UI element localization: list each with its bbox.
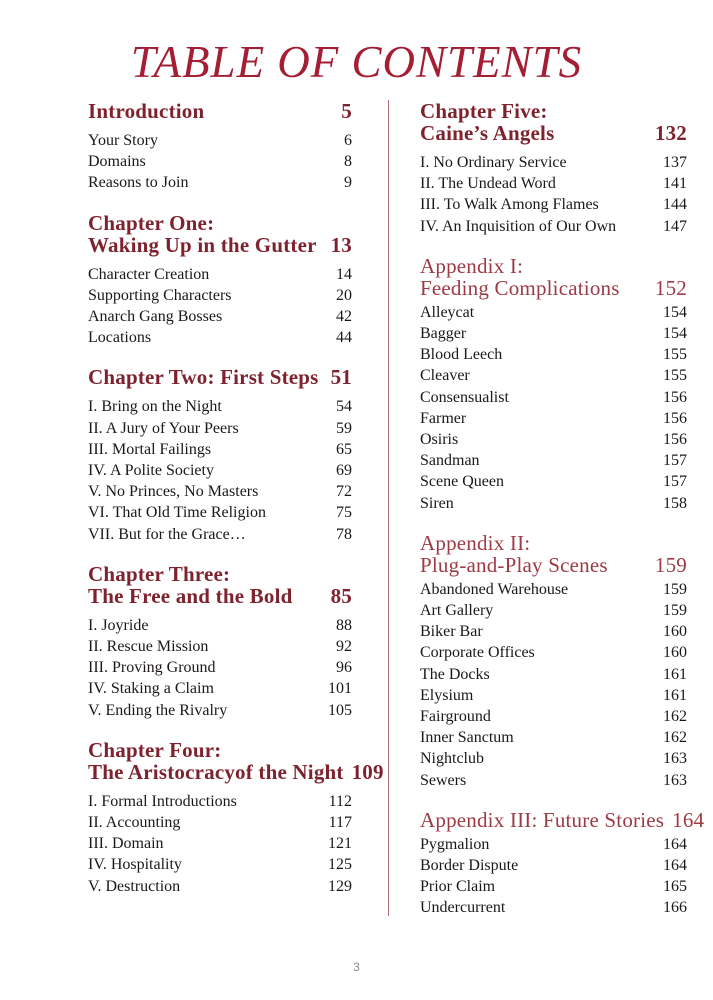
- section-entries: [420, 152, 687, 237]
- toc-entry-page: 160: [663, 644, 687, 662]
- toc-section: [420, 255, 687, 514]
- toc-entry: [88, 876, 352, 897]
- toc-entry: [420, 727, 687, 748]
- toc-entry-page: 162: [663, 729, 687, 747]
- toc-entry: [420, 897, 687, 918]
- toc-entry-page: 161: [663, 686, 687, 704]
- toc-entry: [88, 833, 352, 854]
- toc-entry: [88, 327, 352, 348]
- toc-entry: [420, 471, 687, 492]
- section-heading: [88, 366, 352, 388]
- section-page-number: 109: [351, 759, 384, 784]
- toc-column-right: [420, 99, 705, 919]
- toc-entry-page: 8: [344, 153, 352, 171]
- section-heading-line: Appendix II:: [420, 530, 531, 555]
- toc-entry-label: Cleaver: [420, 367, 470, 385]
- section-entries: [420, 579, 687, 791]
- toc-entry: [88, 306, 352, 327]
- section-page-number: 13: [330, 232, 352, 257]
- toc-entry: [420, 664, 687, 685]
- toc-entry: [88, 439, 352, 460]
- toc-entry-page: 101: [328, 680, 352, 698]
- toc-entry-page: 9: [344, 174, 352, 192]
- section-heading: [88, 563, 352, 607]
- section-page-number: 85: [330, 583, 352, 608]
- toc-entry-page: 156: [663, 388, 687, 406]
- toc-section: [88, 563, 352, 721]
- section-heading-line: Caine’s Angels: [420, 121, 555, 145]
- toc-section: [420, 532, 687, 791]
- toc-entry-label: Osiris: [420, 431, 459, 449]
- section-entries: [420, 302, 687, 514]
- toc-entry-label: Siren: [420, 494, 454, 512]
- toc-entry-label: Character Creation: [88, 265, 210, 283]
- toc-entry: [88, 264, 352, 285]
- toc-entry-page: 155: [663, 367, 687, 385]
- toc-entry-page: 156: [663, 431, 687, 449]
- toc-entry: [88, 151, 352, 172]
- toc-entry: [420, 685, 687, 706]
- toc-entry-page: 161: [663, 665, 687, 683]
- section-heading-line: Chapter One:: [88, 210, 215, 235]
- toc-entry-page: 154: [663, 325, 687, 343]
- toc-entry: [420, 876, 687, 897]
- section-heading-line: Appendix III: Future Stories: [420, 807, 665, 832]
- toc-entry-page: 165: [663, 878, 687, 896]
- toc-entry: [420, 770, 687, 791]
- toc-entry-page: 163: [663, 750, 687, 768]
- toc-entry-page: 144: [663, 196, 687, 214]
- toc-entry-label: Scene Queen: [420, 473, 504, 491]
- toc-entry-page: 72: [336, 483, 352, 501]
- toc-entry-page: 88: [336, 616, 352, 634]
- toc-entry-label: Fairground: [420, 708, 491, 726]
- toc-entry: [88, 130, 352, 151]
- toc-entry-label: Abandoned Warehouse: [420, 580, 569, 598]
- toc-entry: [420, 579, 687, 600]
- toc-section: [420, 807, 705, 919]
- toc-entry: [88, 502, 352, 523]
- toc-entry: [420, 429, 687, 450]
- toc-entry-page: 162: [663, 708, 687, 726]
- toc-entry-label: Border Dispute: [420, 857, 519, 875]
- column-divider: [388, 100, 389, 916]
- toc-entry-page: 166: [663, 899, 687, 917]
- section-heading-text: [88, 739, 344, 783]
- toc-entry: [88, 854, 352, 875]
- toc-entry-label: II. A Jury of Your Peers: [88, 419, 239, 437]
- toc-entry-page: 141: [663, 175, 687, 193]
- toc-section: [88, 212, 352, 349]
- toc-entry-page: 154: [663, 303, 687, 321]
- toc-entry-page: 158: [663, 494, 687, 512]
- toc-entry-label: Supporting Characters: [88, 286, 232, 304]
- toc-entry-label: Biker Bar: [420, 623, 483, 641]
- section-heading-line: Feeding Complications: [420, 275, 620, 300]
- toc-entry-label: Consensualist: [420, 388, 509, 406]
- toc-entry-page: 75: [336, 504, 352, 522]
- toc-entry-page: 129: [328, 877, 352, 895]
- toc-entry-label: II. Accounting: [88, 814, 181, 832]
- toc-entry: [420, 216, 687, 237]
- toc-entry-label: Nightclub: [420, 750, 484, 768]
- toc-entry-page: 69: [336, 462, 352, 480]
- toc-entry-label: V. Ending the Rivalry: [88, 701, 228, 719]
- section-heading-text: [420, 255, 620, 299]
- section-heading: [420, 807, 705, 832]
- toc-entry: [420, 194, 687, 215]
- toc-entry-label: III. To Walk Among Flames: [420, 196, 599, 214]
- toc-entry: [88, 524, 352, 545]
- toc-entry-label: Bagger: [420, 325, 467, 343]
- toc-entry: [88, 396, 352, 417]
- toc-section: [88, 366, 352, 544]
- section-heading-text: [88, 366, 319, 388]
- toc-entry: [420, 748, 687, 769]
- toc-entry: [420, 408, 687, 429]
- toc-entry: [88, 418, 352, 439]
- section-heading-text: [420, 809, 664, 831]
- toc-entry: [420, 621, 687, 642]
- toc-entry: [88, 678, 352, 699]
- toc-entry-page: 20: [336, 286, 352, 304]
- toc-entry-page: 78: [336, 525, 352, 543]
- toc-entry-page: 159: [663, 580, 687, 598]
- toc-entry-label: The Docks: [420, 665, 490, 683]
- toc-entry-label: Undercurrent: [420, 899, 506, 917]
- toc-entry: [420, 173, 687, 194]
- toc-entry-page: 112: [328, 792, 352, 810]
- toc-entry: [88, 481, 352, 502]
- toc-entry-page: 157: [663, 473, 687, 491]
- toc-entry-label: Elysium: [420, 686, 474, 704]
- toc-entry-page: 59: [336, 419, 352, 437]
- toc-entry-label: V. No Princes, No Masters: [88, 483, 259, 501]
- section-heading: [88, 100, 352, 122]
- toc-entry: [420, 344, 687, 365]
- section-heading-line: Chapter Three:: [88, 561, 231, 586]
- section-heading: [88, 737, 384, 784]
- section-page-number: 51: [330, 365, 352, 390]
- toc-entry-label: Inner Sanctum: [420, 729, 514, 747]
- toc-entry: [88, 791, 352, 812]
- toc-entry-label: I. Joyride: [88, 616, 149, 634]
- section-heading-text: [88, 563, 293, 607]
- section-heading-line: The Free and the Bold: [88, 583, 293, 608]
- toc-entry-page: 14: [336, 265, 352, 283]
- toc-entry-page: 92: [336, 638, 352, 656]
- section-heading-line: Introduction: [88, 99, 205, 123]
- toc-entry-label: Locations: [88, 329, 152, 347]
- section-heading-line: Waking Up in the Gutter: [88, 232, 317, 257]
- toc-entry-label: Sewers: [420, 771, 467, 789]
- section-heading: [420, 532, 687, 576]
- toc-entry-page: 155: [663, 346, 687, 364]
- toc-entry-page: 6: [344, 132, 352, 149]
- toc-entry-label: VI. That Old Time Religion: [88, 504, 266, 522]
- toc-entry-label: IV. A Polite Society: [88, 462, 214, 480]
- toc-entry: [420, 834, 687, 855]
- toc-entry-page: 42: [336, 308, 352, 326]
- toc-entry-label: I. Bring on the Night: [88, 398, 222, 416]
- toc-entry-label: IV. An Inquisition of Our Own: [420, 217, 617, 235]
- section-entries: [420, 834, 687, 919]
- toc-entry-page: 54: [336, 398, 352, 416]
- section-page-number: 164: [672, 807, 705, 832]
- toc-entry-label: Corporate Offices: [420, 644, 535, 662]
- page-title: TABLE OF CONTENTS: [130, 37, 583, 87]
- section-heading-line: Appendix I:: [420, 253, 524, 278]
- section-page-number: 5: [341, 99, 352, 123]
- section-heading-line: The Aristocracyof the Night: [88, 759, 344, 784]
- toc-entry-label: III. Proving Ground: [88, 659, 216, 677]
- toc-entry-label: II. The Undead Word: [420, 175, 556, 193]
- section-heading-text: [88, 212, 317, 256]
- section-page-number: 132: [654, 121, 687, 145]
- toc-entry-label: Farmer: [420, 409, 467, 427]
- toc-entry-label: Blood Leech: [420, 346, 503, 364]
- section-heading-text: [420, 100, 554, 144]
- toc-entry-page: 164: [663, 857, 687, 875]
- toc-entry-page: 164: [663, 835, 687, 853]
- toc-entry-label: III. Domain: [88, 835, 164, 853]
- toc-entry: [420, 855, 687, 876]
- section-heading-line: Chapter Four:: [88, 737, 222, 762]
- toc-entry: [88, 700, 352, 721]
- toc-entry-page: 147: [663, 217, 687, 235]
- toc-entry: [420, 706, 687, 727]
- toc-entry-label: Sandman: [420, 452, 480, 470]
- section-heading: [420, 100, 687, 144]
- toc-entry: [420, 600, 687, 621]
- toc-entry-page: 163: [663, 771, 687, 789]
- toc-entry-label: I. Formal Introductions: [88, 792, 237, 810]
- toc-entry-label: II. Rescue Mission: [88, 638, 209, 656]
- toc-section: [88, 100, 352, 194]
- section-heading-line: Chapter Five:: [420, 99, 548, 123]
- toc-entry: [88, 172, 352, 193]
- toc-entry-label: IV. Hospitality: [88, 856, 182, 874]
- toc-section: [88, 737, 384, 897]
- toc-entry-label: V. Destruction: [88, 877, 181, 895]
- toc-entry: [88, 460, 352, 481]
- toc-section: [420, 100, 687, 237]
- section-heading: [420, 255, 687, 299]
- section-entries: [88, 264, 352, 349]
- section-page-number: 152: [654, 275, 687, 300]
- toc-entry-label: Your Story: [88, 132, 158, 149]
- toc-columns: [88, 99, 705, 919]
- section-heading-text: [88, 100, 204, 122]
- toc-entry: [420, 365, 687, 386]
- toc-entry: [420, 323, 687, 344]
- toc-entry: [88, 615, 352, 636]
- toc-entry-page: 105: [328, 701, 352, 719]
- page-number: 3: [353, 960, 360, 974]
- toc-entry: [88, 812, 352, 833]
- section-entries: [88, 396, 352, 544]
- toc-entry: [88, 636, 352, 657]
- toc-entry-label: Anarch Gang Bosses: [88, 308, 223, 326]
- toc-entry-label: VII. But for the Grace…: [88, 525, 246, 543]
- toc-entry-label: Alleycat: [420, 303, 475, 321]
- toc-entry: [88, 657, 352, 678]
- toc-entry-page: 96: [336, 659, 352, 677]
- toc-entry-page: 159: [663, 602, 687, 620]
- toc-entry-page: 156: [663, 409, 687, 427]
- toc-entry-label: Prior Claim: [420, 878, 496, 896]
- toc-entry-label: IV. Staking a Claim: [88, 680, 214, 698]
- toc-entry-label: Pygmalion: [420, 835, 490, 853]
- section-entries: [88, 791, 352, 897]
- section-heading-line: Plug-and-Play Scenes: [420, 552, 608, 577]
- toc-entry: [420, 302, 687, 323]
- toc-entry: [88, 285, 352, 306]
- section-heading-line: Chapter Two: First Steps: [88, 365, 319, 390]
- toc-entry-label: Domains: [88, 153, 146, 171]
- section-heading-text: [420, 532, 608, 576]
- toc-entry: [420, 387, 687, 408]
- toc-entry: [420, 493, 687, 514]
- toc-entry-label: Reasons to Join: [88, 174, 189, 192]
- section-entries: [88, 615, 352, 721]
- toc-entry-page: 44: [336, 329, 352, 347]
- toc-column-left: [88, 99, 384, 897]
- toc-entry-page: 160: [663, 623, 687, 641]
- section-page-number: 159: [654, 552, 687, 577]
- toc-entry-page: 125: [328, 856, 352, 874]
- toc-entry-page: 117: [328, 814, 352, 832]
- toc-entry-label: III. Mortal Failings: [88, 440, 212, 458]
- toc-entry-page: 121: [328, 835, 352, 853]
- toc-entry-page: 157: [663, 452, 687, 470]
- toc-entry: [420, 450, 687, 471]
- toc-entry-page: 137: [663, 154, 687, 171]
- toc-entry-page: 65: [336, 440, 352, 458]
- toc-entry-label: Art Gallery: [420, 602, 494, 620]
- toc-entry: [420, 152, 687, 173]
- toc-entry-label: I. No Ordinary Service: [420, 154, 567, 171]
- section-entries: [88, 130, 352, 194]
- section-heading: [88, 212, 352, 256]
- toc-entry: [420, 642, 687, 663]
